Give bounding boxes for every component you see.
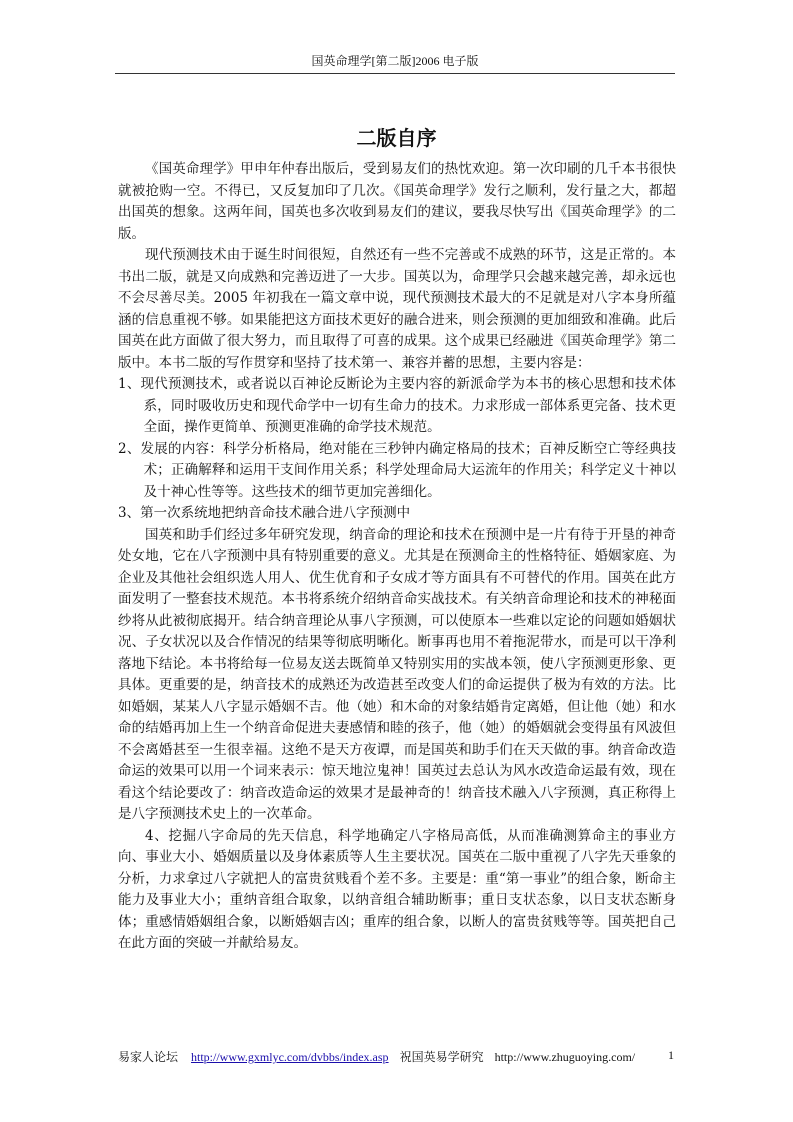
document-body: [118, 159, 676, 955]
forum-link[interactable]: http://www.gxmlyc.com/dvbbs/index.asp: [191, 1050, 389, 1064]
forum-label: 易家人论坛: [118, 1050, 179, 1064]
site-label: 祝国英易学研究: [399, 1050, 484, 1064]
running-header: 国英命理学[第二版]2006 电子版: [311, 54, 479, 68]
header-divider: [115, 73, 675, 74]
paragraph: 现代预测技术由于诞生时间很短，自然还有一些不完善或不成熟的环节，这是正常的。本书出二版，就是又向成熟和完善迈进了一大步。国英以为，命理学只会越来越完善，却永远也不会尽善尽美。2005 年初我在一篇文章中说，现代预测技术最大的不足就是对八字本身所蕴涵的信息重视不够。如果能把这方面技术更好的融合进来，则会预测的更加细致和准确。此后国英在此方面做了很大努力，而且取得了可喜的成果。这个成果已经融进《国英命理学》第二版中。本书二版的写作贯穿和坚持了技术第一、兼容并蓄的思想，主要内容是：: [118, 247, 676, 371]
page-number: 1: [668, 1048, 674, 1062]
page-title: 二版自序: [356, 126, 437, 150]
list-item: 2、发展的内容：科学分析格局，绝对能在三秒钟内确定格局的技术；百神反断空亡等经典技术；正确解释和运用干支间作用关系；科学处理命局大运流年的作用关；科学定义十神以及十神心性等等。这些技术的细节更加完善细化。: [118, 440, 676, 500]
site-link[interactable]: http://www.zhuguoying.com/: [494, 1050, 636, 1064]
paragraph: 《国英命理学》甲申年仲春出版后，受到易友们的热忱欢迎。第一次印刷的几千本书很快就被抢购一空。不得已，又反复加印了几次。《国英命理学》发行之顺利，发行量之大，都超出国英的想象。这两年间，国英也多次收到易友们的建议，要我尽快写出《国英命理学》的二版。: [118, 161, 676, 242]
list-item: 1、现代预测技术，或者说以百神论反断论为主要内容的新派命学为本书的核心思想和技术体系，同时吸收历史和现代命学中一切有生命力的技术。力求形成一部体系更完备、技术更全面，操作更简单、预测更准确的命学技术规范。: [118, 376, 676, 435]
paragraph: 国英和助手们经过多年研究发现，纳音命的理论和技术在预测中是一片有待于开垦的神奇处女地，它在八字预测中具有特别重要的意义。尤其是在预测命主的性格特征、婚姻家庭、为企业及其他社会组织选人用人、优生优育和子女成才等方面具有不可替代的作用。国英在此方面发明了一整套技术规范。本书将系统介绍纳音命实战技术。有关纳音命理论和技术的神秘面纱将从此被彻底揭开。结合纳音理论从事八字预测，可以使原本一些难以定论的问题如婚姻状况、子女状况以及合作情况的结果等彻底明晰化。断事再也用不着拖泥带水，而是可以干净利落地下结论。本书将给每一位易友送去既简单又特别实用的实战本领，使八字预测更形象、更具体。更重要的是，纳音技术的成熟还为改造甚至改变人们的命运提供了极为有效的方法。比如婚姻，某某人八字显示婚姻不吉。他（她）和木命的对象结婚肯定离婚，但让他（她）和水命的结婚再加上生一个纳音命促进夫妻感情和睦的孩子，他（她）的婚姻就会变得虽有风波但不会离婚甚至一生很幸福。这绝不是天方夜谭，而是国英和助手们在天天做的事。纳音命改造命运的效果可以用一个词来表示：惊天地泣鬼神！国英过去总认为风水改造命运最有效，现在看这个结论要改了：纳音改造命运的效果才是最神奇的！纳音技术融入八字预测，真正称得上是八字预测技术史上的一次革命。: [118, 526, 676, 822]
page-footer: [118, 1048, 678, 1065]
list-item: 3、第一次系统地把纳音命技术融合进八字预测中: [118, 505, 411, 521]
paragraph: 4、挖掘八字命局的先天信息，科学地确定八字格局高低，从而准确测算命主的事业方向、事业大小、婚姻质量以及身体素质等人生主要状况。国英在二版中重视了八字先天垂象的分析，力求拿过八字就把人的富贵贫贱看个差不多。主要是：重“第一事业”的组合象，断命主能力及事业大小；重纳音组合取象，以纳音组合辅助断事；重日支状态象，以日支状态断身体；重感情婚姻组合象，以断婚姻吉凶；重库的组合象，以断人的富贵贫贱等等。国英把自己在此方面的突破一并献给易友。: [118, 827, 676, 951]
